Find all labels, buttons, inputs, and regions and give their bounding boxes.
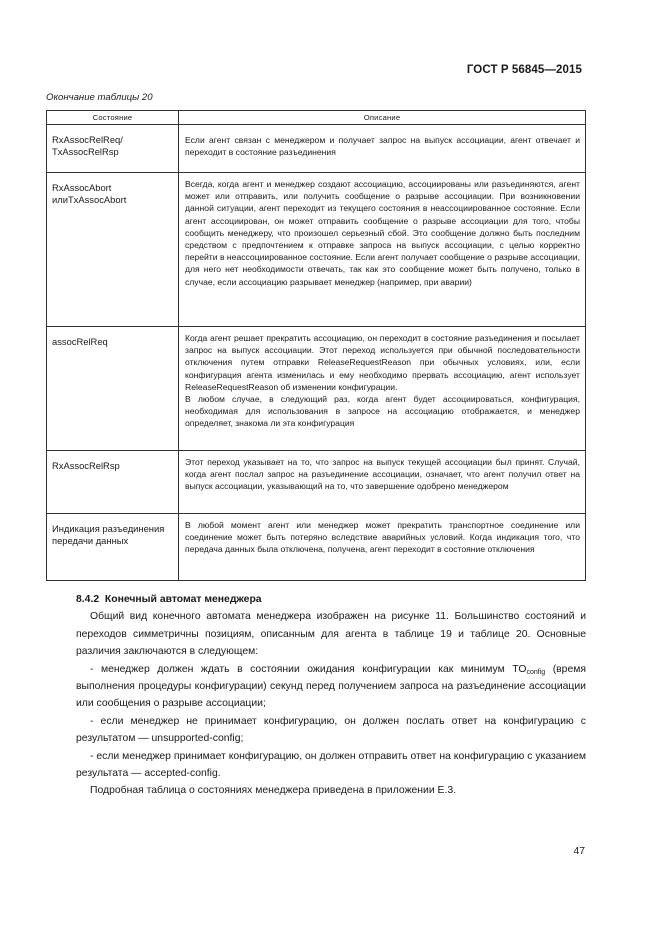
page-number: 47 xyxy=(573,846,585,857)
state-cell: RxAssocRelRsp xyxy=(47,451,179,514)
list-item: - если менеджер не принимает конфигурацию, он должен послать ответ на конфигурацию с результатом — unsupported-config; xyxy=(76,715,586,745)
state-cell: RxAssocAbort илиTxAssocAbort xyxy=(47,173,179,327)
section-heading: 8.4.2 Конечный автомат менеджера xyxy=(76,594,262,605)
standard-header: ГОСТ Р 56845—2015 xyxy=(466,64,582,76)
state-cell: assocRelReq xyxy=(47,327,179,451)
description-cell: Если агент связан с менеджером и получает запрос на выпуск ассоциации, агент отвечает и переходит в состояние разъединения xyxy=(179,125,586,173)
section-text xyxy=(76,591,586,800)
description-cell: Всегда, когда агент и менеджер создают ассоциацию, ассоциированы или разъединяются, агент может или отправить, или получить сообщение о разрыве ассоциации. При возникновении данной ситуации, агент переходит из текущего состояния в неассоциированное состояние. Если агент ассоциирован, он может отправить сообщение о разрыве ассоциации для того, чтобы сообщить менеджеру, что произошел серьезный сбой. Это сообщение должно быть последним средством с предпочтением к отправке запроса на выпуск ассоциации, с целью корректно перейти в неассоциированное состояние. Если агент получает сообщение о разрыве ассоциации, для него нет необходимости отвечать, так как это сообщение может быть получено, только в случае, если ассоциацию разрывает менеджер (например, при аварии) xyxy=(179,173,586,327)
table-row xyxy=(47,327,586,451)
column-header-state: Состояние xyxy=(47,111,179,125)
description-cell: Этот переход указывает на то, что запрос на выпуск текущей ассоциации был принят. Случай, когда агент послал запрос на разъединение ассоциации, означает, что агент получил ответ на выпуск ассоциации, указывающий на то, что завершение одобрено менеджером xyxy=(179,451,586,514)
list-item: - менеджер должен ждать в состоянии ожидания конфигурации как минимум $TO_{config}$ (время выполнения процедуры конфигурации) секунд перед получением запроса на разъединение ассоциации или сообщения о разрыве ассоциации; xyxy=(76,663,587,710)
table-header-row xyxy=(47,111,586,125)
column-header-description: Описание xyxy=(179,111,586,125)
table-row xyxy=(47,514,586,581)
state-cell: Индикация разъединения передачи данных xyxy=(47,514,179,581)
table-caption: Окончание таблицы 20 xyxy=(46,92,153,103)
description-cell: В любой момент агент или менеджер может прекратить транспортное соединение или соединение может быть потеряно вследствие аварийных условий. Когда индикация того, что передача данных была отключена, получена, агент переходит в состояние отключения xyxy=(179,514,586,581)
table-row xyxy=(47,125,586,173)
states-table xyxy=(46,110,586,581)
paragraph: Подробная таблица о состояниях менеджера приведена в приложении Е.3. xyxy=(90,785,457,797)
table-row xyxy=(47,451,586,514)
table-row xyxy=(47,173,586,327)
list-item: - если менеджер принимает конфигурацию, он должен отправить ответ на конфигурацию с указанием результата — accepted-config. xyxy=(76,750,586,780)
state-cell: RxAssocRelReq/ TxAssocRelRsp xyxy=(47,125,179,173)
paragraph: Общий вид конечного автомата менеджера изображен на рисунке 11. Большинство состояний и переходов симметричны позициям, описанным для агента в таблице 19 и таблице 20. Основные различия заключаются в следующем: xyxy=(76,611,586,658)
description-cell: Когда агент решает прекратить ассоциацию, он переходит в состояние разъединения и посылает запрос на выпуск ассоциации. Этот переход используется при обычной последовательности отключения путем отправки ReleaseRequestReason при обычных условиях, или, если конфигурация агента изменилась и ему необходимо прервать ассоциацию, агент использует ReleaseRequestReason об изменении конфигурации. В любом случае, в следующий раз, когда агент будет ассоциироваться, конфигурация, необходимая для использования в запросе на ассоциацию отображается, и менеджер определяет, знакома ли эта конфигурация xyxy=(179,327,586,451)
